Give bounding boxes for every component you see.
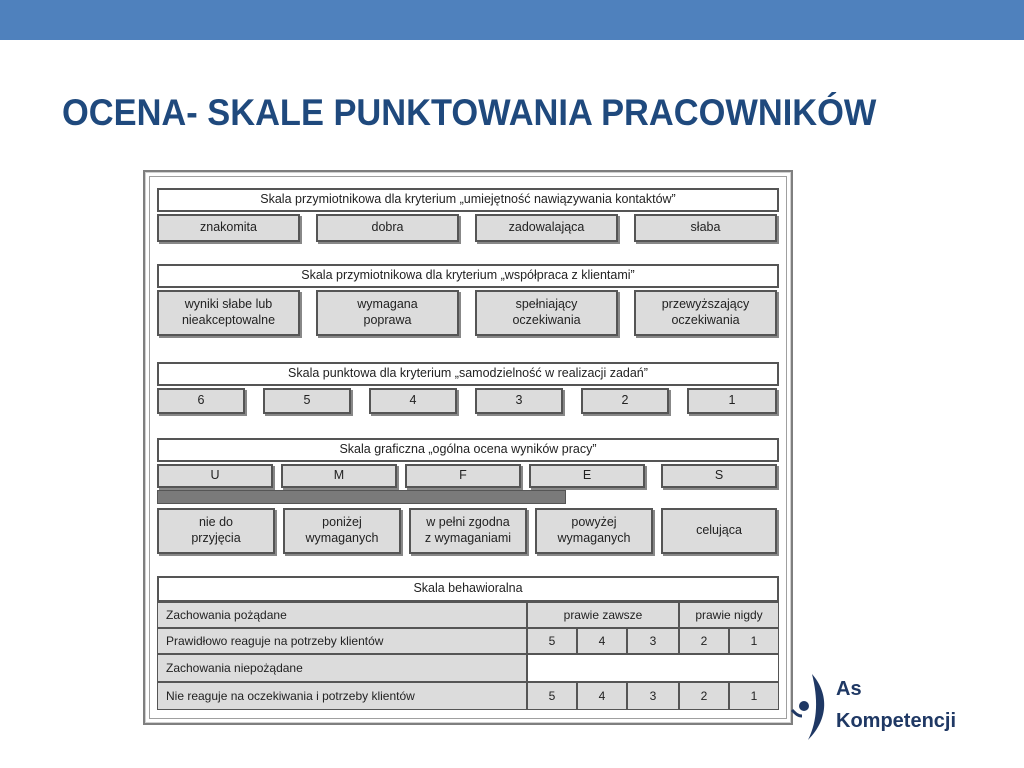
- behavior-value: 5: [527, 682, 577, 710]
- scale3-header: Skala punktowa dla kryterium „samodzielność w realizacji zadań”: [157, 362, 779, 386]
- behavior-value: 3: [627, 628, 679, 654]
- scale1-item: dobra: [316, 214, 459, 242]
- scale2-header: Skala przymiotnikowa dla kryterium „współpraca z klientami”: [157, 264, 779, 288]
- top-accent-bar: [0, 0, 1024, 40]
- scale2-item: przewyższający oczekiwania: [634, 290, 777, 336]
- scale2-item: wyniki słabe lub nieakceptowalne: [157, 290, 300, 336]
- company-logo: [784, 668, 1004, 748]
- scale4-description: w pełni zgodna z wymaganiami: [409, 508, 527, 554]
- behavior-value: 5: [527, 628, 577, 654]
- behavior-row-label: Nie reaguje na oczekiwania i potrzeby klientów: [157, 682, 527, 710]
- logo-swoosh-icon: [784, 670, 834, 746]
- behavior-row-label: Zachowania pożądane: [157, 602, 527, 628]
- scale4-letter: E: [529, 464, 645, 488]
- scale4-letter: S: [661, 464, 777, 488]
- behavior-value: 2: [679, 682, 729, 710]
- behavior-row-label: Prawidłowo reaguje na potrzeby klientów: [157, 628, 527, 654]
- behavior-value: 4: [577, 682, 627, 710]
- scale4-description: poniżej wymaganych: [283, 508, 401, 554]
- behavior-empty-cell: [527, 654, 779, 682]
- scale1-item: znakomita: [157, 214, 300, 242]
- behavior-group-label: prawie nigdy: [679, 602, 779, 628]
- behavior-value: 1: [729, 682, 779, 710]
- scale3-item: 4: [369, 388, 457, 414]
- scale1-item: zadowalająca: [475, 214, 618, 242]
- scale3-item: 3: [475, 388, 563, 414]
- scale4-letter: U: [157, 464, 273, 488]
- scale3-item: 5: [263, 388, 351, 414]
- scale4-letter: M: [281, 464, 397, 488]
- slide-title: OCENA- SKALE PUNKTOWANIA PRACOWNIKÓW: [62, 92, 877, 133]
- behavior-value: 3: [627, 682, 679, 710]
- scale4-header: Skala graficzna „ogólna ocena wyników pracy”: [157, 438, 779, 462]
- logo-line2: Kompetencji: [836, 710, 957, 732]
- scale1-item: słaba: [634, 214, 777, 242]
- logo-line1: As: [836, 678, 862, 700]
- scale4-letter: F: [405, 464, 521, 488]
- scale3-item: 1: [687, 388, 777, 414]
- scale2-item: spełniający oczekiwania: [475, 290, 618, 336]
- scale5-header: Skala behawioralna: [157, 576, 779, 602]
- rating-scales-figure: [143, 170, 793, 725]
- scale2-item: wymagana poprawa: [316, 290, 459, 336]
- scale1-header: Skala przymiotnikowa dla kryterium „umiejętność nawiązywania kontaktów”: [157, 188, 779, 212]
- scale4-description: powyżej wymaganych: [535, 508, 653, 554]
- scale3-item: 2: [581, 388, 669, 414]
- behavior-value: 2: [679, 628, 729, 654]
- scale4-description: nie do przyjęcia: [157, 508, 275, 554]
- behavior-row-label: Zachowania niepożądane: [157, 654, 527, 682]
- scale4-rating-bar: [157, 490, 566, 504]
- scale4-description: celująca: [661, 508, 777, 554]
- behavior-value: 4: [577, 628, 627, 654]
- behavior-value: 1: [729, 628, 779, 654]
- behavior-group-label: prawie zawsze: [527, 602, 679, 628]
- scale3-item: 6: [157, 388, 245, 414]
